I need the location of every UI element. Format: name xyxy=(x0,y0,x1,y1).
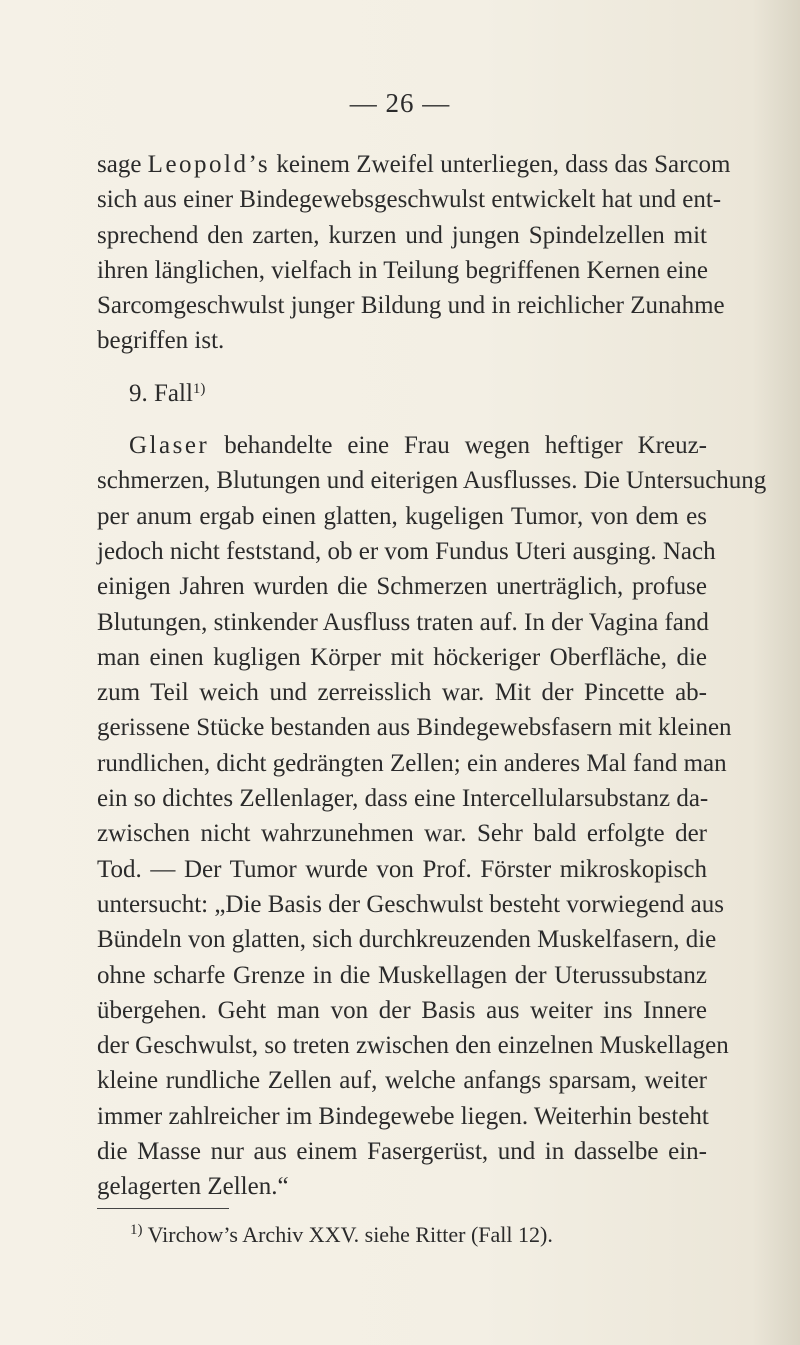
footnote-reference: 1) xyxy=(192,380,206,397)
paragraph-2-line: der Geschwulst, so treten zwischen den einzelnen Muskellagen xyxy=(97,1032,729,1060)
paragraph-2-line: ein so dichtes Zellenlager, dass eine Intercellularsubstanz da- xyxy=(97,785,709,813)
paragraph-2-line-1: Glaser behandelte eine Frau wegen heftiger Kreuz- xyxy=(129,432,707,460)
paragraph-2-line: per anum ergab einen glatten, kugeligen Tumor, von dem es xyxy=(97,502,707,530)
paragraph-2-line: übergehen. Geht man von der Basis aus weiter ins Innere xyxy=(97,996,707,1024)
footnote-text: Virchow’s Archiv XXV. siehe Ritter (Fall 12). xyxy=(142,1222,553,1247)
paragraph-2-line: Blutungen, stinkender Ausfluss traten auf. In der Vagina fand xyxy=(97,608,709,636)
paragraph-1-line-6: begriffen ist. xyxy=(97,327,225,355)
paragraph-2-line: zwischen nicht wahrzunehmen war. Sehr bald erfolgte der xyxy=(97,820,707,848)
paragraph-1 xyxy=(97,147,731,359)
paragraph-2-line: ohne scharfe Grenze in die Muskellagen der Uterussubstanz xyxy=(97,961,707,989)
paragraph-1-line-1: sage Leopold’s keinem Zweifel unterliegen, dass das Sarcom xyxy=(97,151,731,178)
paragraph-2-line: man einen kugligen Körper mit höckeriger Oberfläche, die xyxy=(97,643,707,671)
paragraph-2-line: schmerzen, Blutungen und eiterigen Ausflusses. Die Untersuchung xyxy=(97,467,767,495)
paragraph-2-line: rundlichen, dicht gedrängten Zellen; ein anderes Mal fand man xyxy=(97,749,727,777)
case-heading-text: 9. Fall xyxy=(129,379,193,407)
paragraph-2-line: kleine rundliche Zellen auf, welche anfangs sparsam, weiter xyxy=(97,1067,707,1095)
paragraph-2 xyxy=(97,428,767,1205)
paragraph-2-line: gerissene Stücke bestanden aus Bindegewebsfasern mit kleinen xyxy=(97,714,732,742)
case-heading xyxy=(97,376,707,411)
footnote-separator xyxy=(97,1208,229,1209)
paragraph-2-line: Tod. — Der Tumor wurde von Prof. Förster mikroskopisch xyxy=(97,855,707,883)
page-number: — 26 — xyxy=(349,88,451,118)
paragraph-1-line-4: ihren länglichen, vielfach in Teilung begriffenen Kernen eine xyxy=(97,256,708,284)
body-text xyxy=(97,147,767,1205)
paragraph-2-line: einigen Jahren wurden die Schmerzen unerträglich, profuse xyxy=(97,573,707,601)
author-name-leopold: Leopold’s xyxy=(147,151,271,178)
footnote xyxy=(130,1221,690,1249)
footnote-mark: 1) xyxy=(130,1222,143,1238)
paragraph-2-line: die Masse nur aus einem Fasergerüst, und in dasselbe ein- xyxy=(97,1138,707,1166)
paragraph-1-line-5: Sarcomgeschwulst junger Bildung und in reichlicher Zunahme xyxy=(97,292,725,320)
paragraph-2-line: untersucht: „Die Basis der Geschwulst besteht vorwiegend aus xyxy=(97,890,724,918)
paragraph-2-last-line: gelagerten Zellen.“ xyxy=(97,1173,289,1201)
paragraph-2-line: Bündeln von glatten, sich durchkreuzenden Muskelfasern, die xyxy=(97,926,717,954)
paragraph-1-line-3: sprechend den zarten, kurzen und jungen Spindelzellen mit xyxy=(97,221,707,249)
author-name-glaser: Glaser xyxy=(129,432,210,460)
paragraph-1-line-2: sich aus einer Bindegewebsgeschwulst entwickelt hat und ent- xyxy=(97,186,722,214)
paragraph-2-line: jedoch nicht feststand, ob er vom Fundus Uteri ausging. Nach xyxy=(97,537,716,565)
paragraph-2-line: zum Teil weich und zerreisslich war. Mit der Pincette ab- xyxy=(97,679,707,707)
paragraph-2-line: immer zahlreicher im Bindegewebe liegen. Weiterhin besteht xyxy=(97,1102,709,1130)
